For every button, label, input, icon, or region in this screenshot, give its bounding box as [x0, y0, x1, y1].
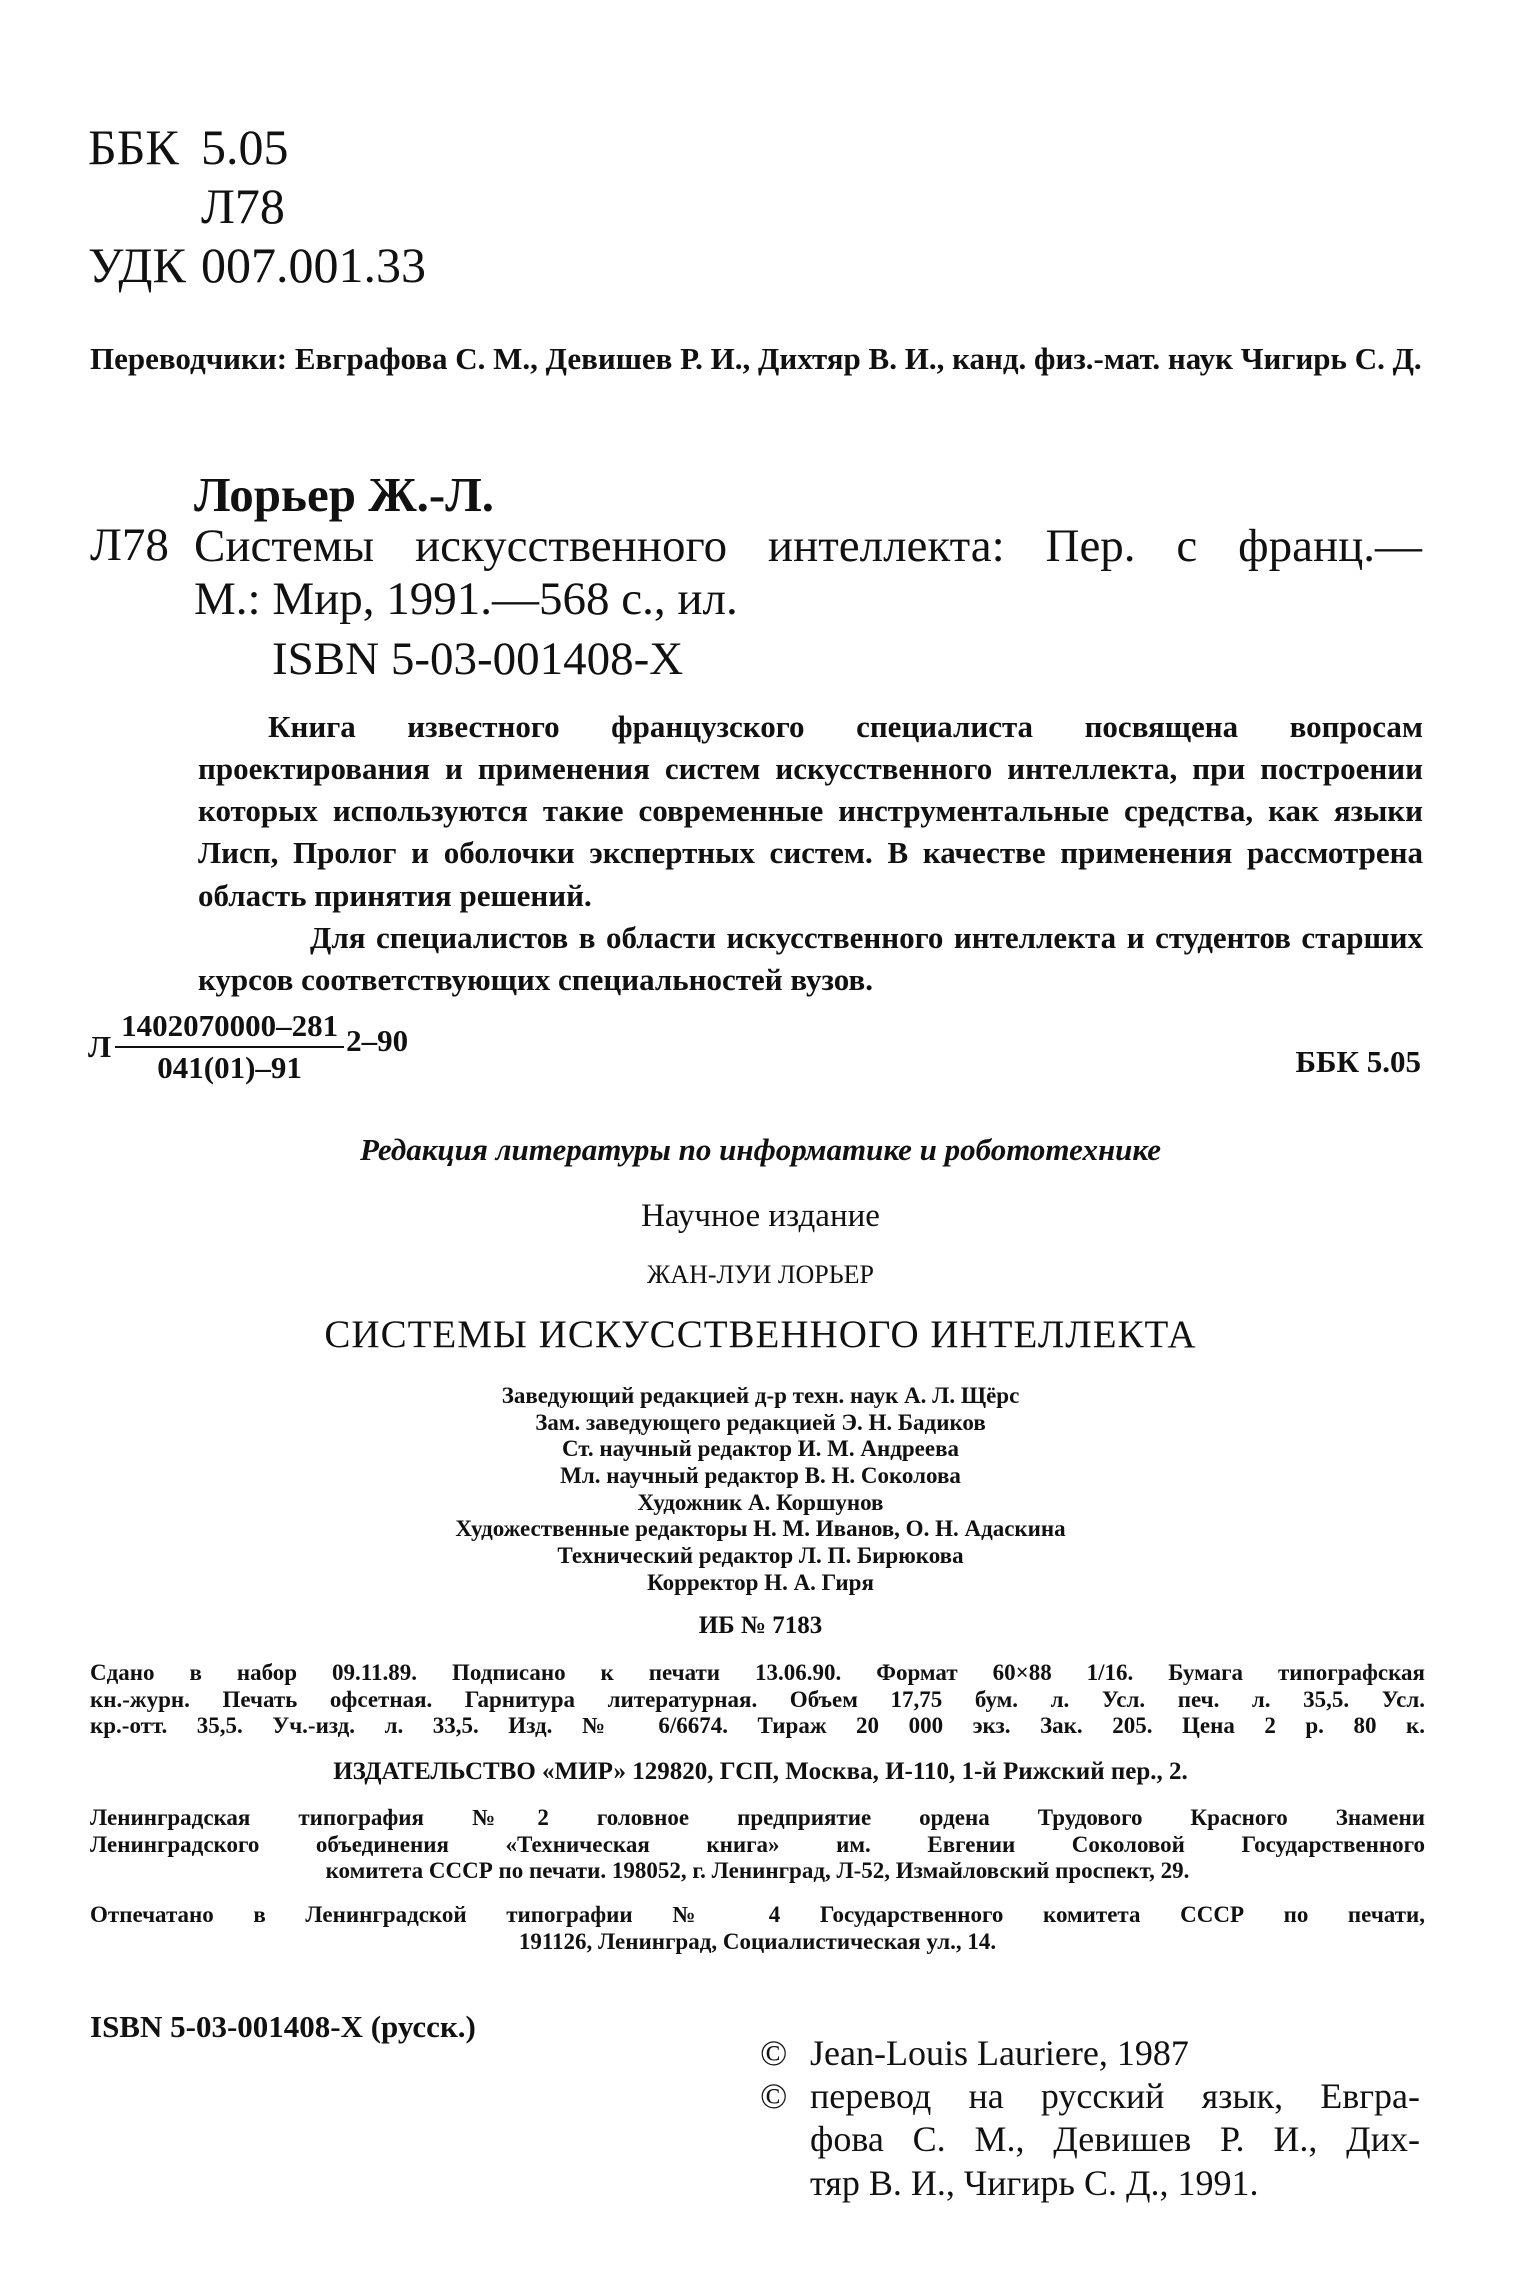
publisher: ИЗДАТЕЛЬСТВО «МИР» 129820, ГСП, Москва, И-110, 1-й Рижский пер., 2. [333, 1758, 1188, 1785]
printing-line: Ленинградского объединения «Техническая книга» им. Евгении Соколовой Государственного [90, 1831, 1425, 1857]
bib-author: Лорьер Ж.-Л. [194, 467, 494, 522]
bib-code: Л78 [90, 519, 169, 571]
printing-line: комитета СССР по печати. 198052, г. Ленинград, Л-52, Измайловский проспект, 29. [325, 1858, 1190, 1884]
copyright-translation-line: перевод на русский язык, Евгра- [810, 2076, 1420, 2117]
copyright-icon: © [760, 2033, 788, 2073]
index-code [88, 1008, 408, 1086]
staff-line: Технический редактор Л. П. Бирюкова [557, 1543, 964, 1569]
copyright-original: Jean-Louis Lauriere, 1987 [810, 2033, 1189, 2073]
author-name: ЖАН-ЛУИ ЛОРЬЕР [647, 1260, 874, 1289]
bbk-code-right: ББК 5.05 [1295, 1044, 1421, 1079]
staff-line: Ст. научный редактор И. М. Андреева [562, 1436, 959, 1462]
printing-line: Ленинградская типография №2 головное предприятие ордена Трудового Красного Знамени [90, 1805, 1425, 1830]
translators: Переводчики: Евграфова С. М., Девишев Р. И., Дихтяр В. И., канд. физ.-мат. наук Чигирь С. Д. [90, 341, 1422, 376]
abstract-paragraph: Для специалистов в области искусственного интеллекта и студентов старших курсов соответствующих специальностей вузов. [198, 919, 1423, 997]
isbn-bottom: ISBN 5-03-001408-X (русск.) [90, 2009, 476, 2044]
index-code-fraction [115, 1008, 344, 1086]
udk-value: 007.001.33 [201, 237, 426, 293]
edition-type: Научное издание [641, 1198, 880, 1234]
bib-imprint-line: М.: Мир, 1991.—568 с., ил. [194, 573, 738, 625]
ib-number: ИБ № 7183 [698, 1612, 823, 1639]
staff-line: Корректор Н. А. Гиря [647, 1569, 874, 1595]
output-line: Сдано в набор 09.11.89. Подписано к печати 13.06.90. Формат 60×88 1/16. Бумага типографская [90, 1660, 1425, 1685]
staff-line: Зам. заведующего редакцией Э. Н. Бадиков [535, 1409, 986, 1435]
staff-line: Мл. научный редактор В. Н. Соколова [560, 1463, 961, 1489]
output-line: кр.-отт. 35,5. Уч.-изд. л. 33,5. Изд. № 6/6674. Тираж 20 000 экз. Зак. 205. Цена 2 р. 80 к. [90, 1713, 1425, 1739]
index-code-letter: Л [88, 1029, 112, 1064]
printed-at [90, 1902, 1425, 1955]
output-line: кн.-журн. Печать офсетная. Гарнитура литературная. Объем 17,75 бум. л. Усл. печ. л. 35,5. Усл. [90, 1686, 1425, 1712]
printed-line: 191126, Ленинград, Социалистическая ул., 14. [518, 1928, 997, 1954]
index-code-suffix: 2–90 [346, 1023, 409, 1058]
classification-block [88, 118, 426, 295]
index-code-denominator: 041(01)–91 [157, 1050, 302, 1085]
copyright-block [760, 2032, 1420, 2205]
redaction: Редакция литературы по информатике и робототехнике [360, 1132, 1161, 1167]
udk-label: УДК [88, 237, 186, 293]
abstract [198, 706, 1423, 1001]
printed-line: Отпечатано в Ленинградской типографии № 4 Государственного комитета СССР по печати, [90, 1902, 1425, 1927]
staff-line: Заведующий редакцией д-р техн. наук А. Л. Щёрс [501, 1383, 1020, 1408]
staff-line: Художественные редакторы Н. М. Иванов, О. Н. Адаскина [455, 1516, 1066, 1542]
copyright-icon: © [760, 2076, 788, 2117]
copyright-translation-line: тяр В. И., Чигирь С. Д., 1991. [810, 2162, 1259, 2203]
printing-house [90, 1805, 1425, 1885]
bbk-label: ББК [88, 119, 179, 175]
abstract-paragraph: Книга известного французского специалиста посвящена вопросам проектирования и применения систем искусственного интеллекта, при построении которых используются такие современные инструментальные средства, как языки Лисп, Пролог и оболочки экспертных систем. В качестве применения рассмотрена область принятия решений. [198, 709, 1423, 913]
staff-line: Художник А. Коршунов [637, 1489, 884, 1515]
copyright-translation-line: фова С. М., Девишев Р. И., Дих- [810, 2119, 1420, 2160]
bib-title-line: Системы искусственного интеллекта: Пер. с франц.— [194, 520, 1422, 572]
book-title: СИСТЕМЫ ИСКУССТВЕННОГО ИНТЕЛЛЕКТА [324, 1313, 1197, 1356]
output-data [90, 1660, 1425, 1740]
isbn-top: ISBN 5-03-001408-X [272, 633, 684, 685]
author-mark: Л78 [201, 178, 285, 234]
index-code-numerator: 1402070000–281 [115, 1008, 344, 1048]
staff-list [0, 1383, 1521, 1596]
bbk-value: 5.05 [201, 119, 289, 175]
